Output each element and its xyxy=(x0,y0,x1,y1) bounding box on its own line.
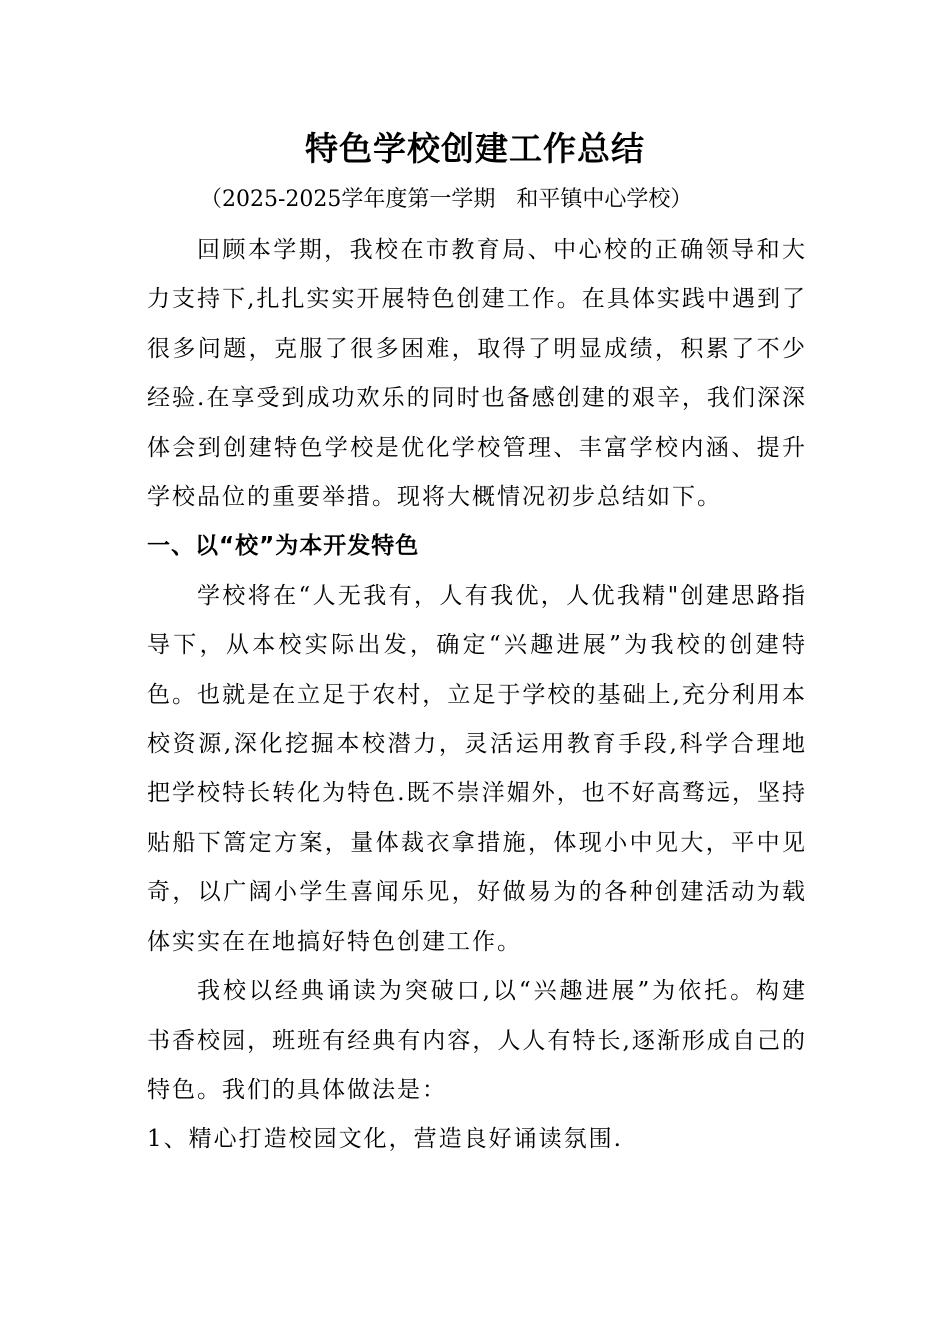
document-body xyxy=(147,226,807,1165)
section-paragraph: 我校以经典诵读为突破口,以“兴趣进展”为依托。构建书香校园，班班有经典有内容，人人有特长,逐渐形成自己的特色。我们的具体做法是： xyxy=(147,978,807,1103)
document-title: 特色学校创建工作总结 xyxy=(305,129,645,168)
section-paragraph: 学校将在“人无我有，人有我优，人优我精"创建思路指导下，从本校实际出发，确定“兴趣进展”为我校的创建特色。也就是在立足于农村，立足于学校的基础上,充分利用本校资源,深化挖掘本校潜力，灵活运用教育手段,科学合理地把学校特长转化为特色.既不崇洋媚外，也不好高骛远，坚持贴船下篙定方案，量体裁衣拿措施，体现小中见大，平中见奇，以广阔小学生喜闻乐见，好做易为的各种创建活动为载体实实在在地搞好特色创建工作。 xyxy=(147,582,807,955)
document-subtitle: （2025-2025学年度第一学期 和平镇中心学校） xyxy=(200,187,693,212)
intro-paragraph: 回顾本学期，我校在市教育局、中心校的正确领导和大力支持下,扎扎实实开展特色创建工作。在具体实践中遇到了很多问题，克服了很多困难，取得了明显成绩，积累了不少经验.在享受到成功欢乐的同时也备感创建的艰辛，我们深深体会到创建特色学校是优化学校管理、丰富学校内涵、提升学校品位的重要举措。现将大概情况初步总结如下。 xyxy=(147,237,807,511)
section-heading: 一、以“校”为本开发特色 xyxy=(147,533,420,560)
list-item: 1、精心打造校园文化，营造良好诵读氛围. xyxy=(147,1126,623,1153)
